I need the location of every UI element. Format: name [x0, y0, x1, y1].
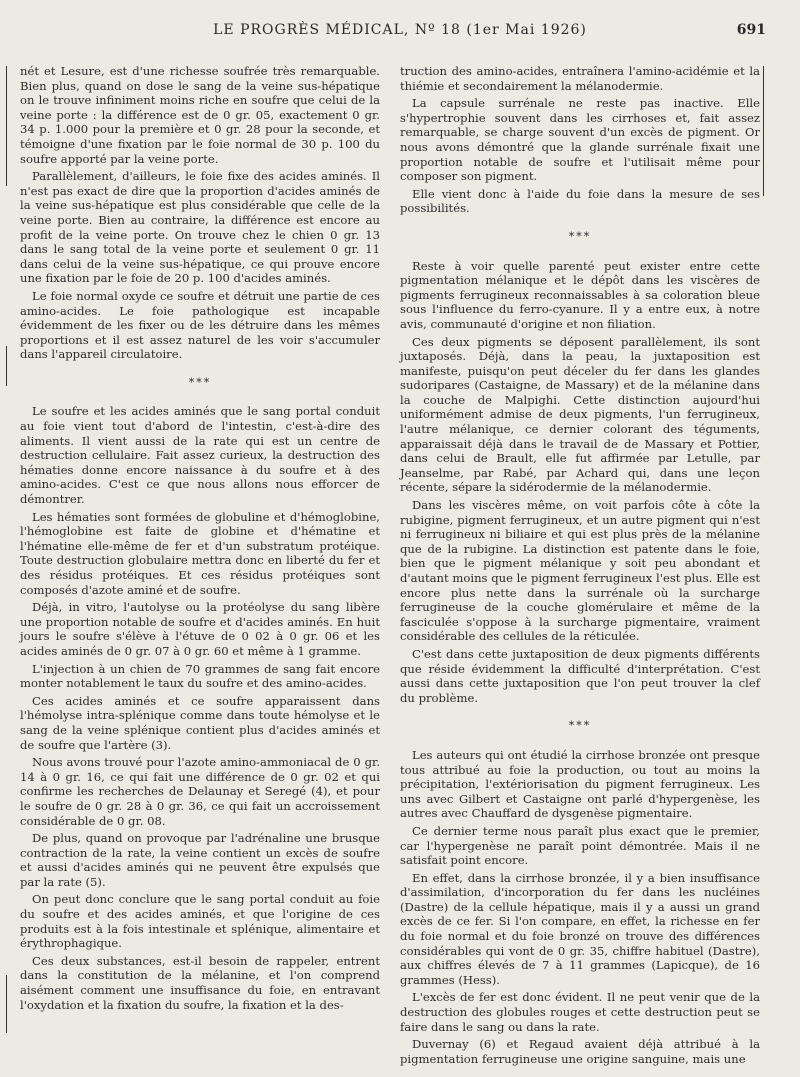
paragraph: Le soufre et les acides aminés que le sang portal conduit au foie vient tout d'abord de l'intestin, c'est-à-dire des aliments. Il vient aussi de la rate qui est un centre de destruction cellulaire. Fait assez curieux, la destruction des hématies donne encore naissance à du soufre et à des amino-acides. C'est ce que nous allons nous efforcer de démontrer.	[20, 404, 380, 507]
paragraph: Ce dernier terme nous paraît plus exact que le premier, car l'hypergenèse ne paraît point démontrée. Mais il ne satisfait point encore.	[400, 823, 760, 868]
margin-rule-left	[6, 346, 7, 386]
section-separator: ***	[568, 719, 592, 733]
paragraph: La capsule surrénale ne reste pas inactive. Elle s'hypertrophie souvent dans les cirrhoses et, fait assez remarquable, se charge souvent d'un excès de pigment. Or nous avons démontré que la glande surrénale fixait une proportion notable de soufre et l'utilisait même pour composer son pigment.	[400, 96, 760, 184]
section-separator: ***	[188, 375, 212, 389]
paragraph: L'excès de fer est donc évident. Il ne peut venir que de la destruction des globules rouges et cette destruction peut se faire dans le sang ou dans la rate.	[400, 990, 760, 1034]
margin-rule-left	[6, 66, 7, 186]
paragraph: Le foie normal oxyde ce soufre et détruit une partie de ces amino-acides. Le foie pathologique est incapable évidemment de les fixer ou de les détruire dans les mêmes proportions et il est assez naturel de les voir s'accumuler dans l'appareil circulatoire.	[20, 288, 380, 362]
running-title: LE PROGRÈS MÉDICAL, Nº 18 (1er Mai 1926)	[213, 22, 587, 38]
paragraph: Ces deux substances, est-il besoin de rappeler, entrent dans la constitution de la mélanine, et l'on comprend aisément comment une insuffisance du foie, en entravant l'oxydation et la fixation du soufre, la fixation et la des-	[20, 953, 380, 1012]
section-separator: ***	[568, 229, 592, 243]
paragraph: C'est dans cette juxtaposition de deux pigments différents que réside évidemment la difficulté d'interprétation. C'est aussi dans cette juxtaposition que l'on peut trouver la clef du problème.	[400, 646, 760, 705]
paragraph: On peut donc conclure que le sang portal conduit au foie du soufre et des acides aminés, et que l'origine de ces produits est à la fois intestinale et splénique, alimentaire et érythrophagique.	[20, 892, 380, 951]
paragraph: nét et Lesure, est d'une richesse soufrée très remarquable. Bien plus, quand on dose le sang de la veine sus-hépatique on le trouve infiniment moins riche en soufre que celui de la veine porte : la différence est de 0 gr. 05, exactement 0 gr. 34 p. 1.000 pour la première et 0 gr. 28 pour la seconde, et témoigne d'une fixation par le foie normal de 30 p. 100 du soufre apporté par la veine porte.	[20, 64, 380, 166]
paragraph: Parallèlement, d'ailleurs, le foie fixe des acides aminés. Il n'est pas exact de dire que la proportion d'acides aminés de la veine sus-hépatique est plus considérable que celle de la veine porte. Bien au contraire, la différence est encore au profit de la veine porte. On trouve chez le chien 0 gr. 13 dans le sang total de la veine porte et seulement 0 gr. 11 dans celui de la veine sus-hépatique, ce qui prouve encore une fixation par le foie de 20 p. 100 d'acides aminés.	[20, 169, 380, 286]
paragraph: Ces acides aminés et ce soufre apparaissent dans l'hémolyse intra-splénique comme dans toute hémolyse et le sang de la veine splénique contient plus d'acides aminés et de soufre que l'artère (3).	[20, 693, 380, 752]
paragraph: Les auteurs qui ont étudié la cirrhose bronzée ont presque tous attribué au foie la production, ou tout au moins la précipitation, l'extériorisation du pigment ferrugineux. Les uns avec Gilbert et Castaigne ont parlé d'hypergenèse, les autres avec Chauffard de dysgenèse pigmentaire.	[400, 747, 760, 821]
paragraph: Nous avons trouvé pour l'azote amino-ammoniacal de 0 gr. 14 à 0 gr. 16, ce qui fait une différence de 0 gr. 02 et qui confirme les recherches de Delaunay et Seregé (4), et pour le soufre de 0 gr. 28 à 0 gr. 36, ce qui fait un accroissement considérable de 0 gr. 08.	[20, 755, 380, 828]
page-header	[0, 22, 800, 44]
margin-rule-right	[763, 66, 764, 196]
right-column	[400, 64, 760, 1069]
paragraph: En effet, dans la cirrhose bronzée, il y a bien insuffisance d'assimilation, d'incorporation du fer dans les nucléines (Dastre) de la cellule hépatique, mais il y a aussi un grand excès de ce fer. Si l'on compare, en effet, la richesse en fer du foie normal et du foie bronzé on trouve des différences considérables qui vont de 0 gr. 35, chiffre habituel (Dastre), aux chiffres élevés de 7 à 11 grammes (Lapicque), de 16 grammes (Hess).	[400, 870, 760, 987]
paragraph: De plus, quand on provoque par l'adrénaline une brusque contraction de la rate, la veine contient un excès de soufre et aussi d'acides aminés qui ne peuvent être expulsés que par la rate (5).	[20, 831, 380, 889]
paragraph: Déjà, in vitro, l'autolyse ou la protéolyse du sang libère une proportion notable de soufre et d'acides aminés. En huit jours le soufre s'élève à l'étuve de 0 02 à 0 gr. 06 et les acides aminés de 0 gr. 07 à 0 gr. 60 et même à 1 gramme.	[20, 600, 380, 658]
paragraph: Dans les viscères même, on voit parfois côte à côte la rubigine, pigment ferrugineux, et un autre pigment qui n'est ni ferrugineux ni biliaire et qui est plus près de la mélanine que de la rubigine. La distinction est patente dans le foie, bien que le pigment mélanique y soit peu abondant et d'autant moins que le pigment ferrugineux l'est plus. Elle est encore plus nette dans la surrénale où la surcharge ferrugineuse de la couche glomérulaire et même de la fasciculée s'oppose à la surcharge pigmentaire, vraiment considérable des cellules de la réticulée.	[400, 498, 760, 644]
paragraph: Ces deux pigments se déposent parallèlement, ils sont juxtaposés. Déjà, dans la peau, la juxtaposition est manifeste, puisqu'on peut déceler du fer dans les glandes sudoripares (Castaigne, de Massary) et de la mélanine dans la couche de Malpighi. Cette distinction aujourd'hui uniformément admise de deux pigments, l'un ferrugineux, l'autre mélanique, ce dernier colorant des téguments, apparaissait déjà dans le travail de de Massary et Pottier, dans celui de Brault, elle fut affirmée par Letulle, par Jeanselme, par Rabé, par Achard qui, dans une leçon récente, sépare la sidérodermie de la mélanodermie.	[400, 334, 760, 495]
page-number: 691	[736, 22, 766, 38]
paragraph: truction des amino-acides, entraînera l'amino-acidémie et la thiémie et secondairement la mélanodermie.	[400, 64, 760, 93]
margin-rule-left	[6, 975, 7, 1033]
paragraph: Reste à voir quelle parenté peut exister entre cette pigmentation mélanique et le dépôt dans les viscères de pigments ferrugineux reconnaissables à sa coloration bleue sous l'influence du ferro-cyanure. Il y a entre eux, à notre avis, communauté d'origine et non filiation.	[400, 258, 760, 331]
paragraph: Elle vient donc à l'aide du foie dans la mesure de ses possibilités.	[400, 186, 760, 216]
paragraph: L'injection à un chien de 70 grammes de sang fait encore monter notablement le taux du soufre et des amino-acides.	[20, 661, 380, 691]
paragraph: Les hématies sont formées de globuline et d'hémoglobine, l'hémoglobine est faite de globine et d'hématine et l'hématine elle-même de fer et d'un substratum protéique. Toute destruction globulaire mettra donc en liberté du fer et des résidus protéiques. Et ces résidus protéiques sont composés d'azote aminé et de soufre.	[20, 509, 380, 597]
paragraph: Duvernay (6) et Regaud avaient déjà attribué à la pigmentation ferrugineuse une origine sanguine, mais une	[400, 1037, 760, 1066]
left-column	[20, 64, 380, 1015]
